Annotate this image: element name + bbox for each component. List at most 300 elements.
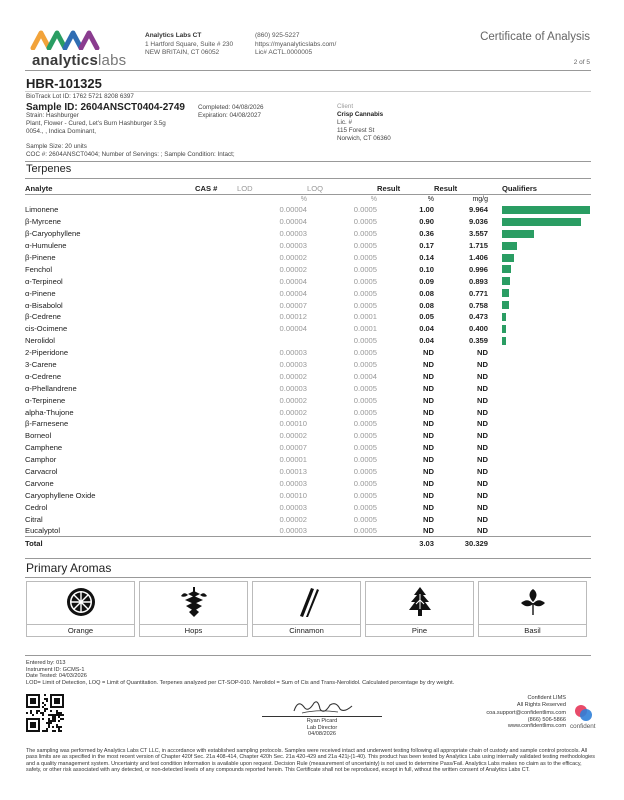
terpenes-divider bbox=[25, 178, 591, 179]
cas-number bbox=[195, 394, 237, 406]
aroma-label-cinnamon: Cinnamon bbox=[253, 624, 360, 636]
sample-id: Sample ID: 2604ANSCT0404-2749 bbox=[26, 102, 185, 113]
lod-value: 0.00002 bbox=[279, 371, 307, 381]
aroma-label-basil: Basil bbox=[479, 624, 586, 636]
footer-notes: LOD= Limit of Detection, LOQ = Limit of Quantitation. Terpenes analyzed per CT-SOP-010. Nerolidol = Sum of Cis and Trans-Nerolidol. Calculated percentage by dry weight. bbox=[26, 679, 455, 686]
aroma-card-orange bbox=[26, 581, 135, 637]
result-pct: 0.17 bbox=[419, 241, 434, 251]
hops-icon bbox=[178, 586, 210, 618]
entered-by: Entered by: 013 bbox=[26, 660, 66, 666]
table-row bbox=[25, 477, 591, 489]
result-mg: 0.473 bbox=[468, 312, 488, 322]
sign-date: 04/08/2026 bbox=[308, 731, 336, 737]
table-row bbox=[25, 252, 591, 264]
lod-value: 0.00003 bbox=[279, 360, 307, 370]
analyte-name: β-Cedrene bbox=[25, 312, 62, 322]
loq-value: 0.0005 bbox=[353, 288, 377, 298]
level-bar bbox=[502, 242, 517, 250]
lod-value: 0.00010 bbox=[279, 419, 307, 429]
lod-value: 0.00004 bbox=[279, 217, 307, 227]
cas-number bbox=[195, 370, 237, 382]
client-name: Crisp Cannabis bbox=[337, 111, 384, 118]
qualifier-cell bbox=[488, 287, 591, 299]
cinnamon-icon bbox=[291, 586, 323, 618]
table-row bbox=[25, 216, 591, 228]
result-mg: 9.036 bbox=[468, 217, 488, 227]
table-row bbox=[25, 454, 591, 466]
qr-code[interactable] bbox=[26, 694, 64, 732]
analyte-name: α-Humulene bbox=[25, 241, 67, 251]
table-row bbox=[25, 299, 591, 311]
aroma-label-pine: Pine bbox=[366, 624, 473, 636]
completed-date: Completed: 04/08/2026 bbox=[198, 104, 264, 111]
page-number: 2 of 5 bbox=[573, 59, 590, 66]
level-bar bbox=[502, 325, 506, 333]
qualifier-cell bbox=[488, 311, 591, 323]
total-pct: 3.03 bbox=[377, 537, 434, 549]
cas-number bbox=[195, 347, 237, 359]
cas-number bbox=[195, 311, 237, 323]
result-mg: ND bbox=[477, 407, 488, 417]
level-bar bbox=[502, 265, 511, 273]
qualifier-cell bbox=[488, 525, 591, 537]
loq-value: 0.0005 bbox=[353, 241, 377, 251]
cas-number bbox=[195, 263, 237, 275]
lod-value: 0.00007 bbox=[279, 300, 307, 310]
result-mg: ND bbox=[477, 360, 488, 370]
table-row bbox=[25, 382, 591, 394]
lod-value: 0.00004 bbox=[279, 324, 307, 334]
table-row bbox=[25, 394, 591, 406]
qualifier-cell bbox=[488, 240, 591, 252]
date-tested: Date Tested: 04/03/2026 bbox=[26, 673, 87, 679]
result-mg: 1.715 bbox=[468, 241, 488, 251]
cas-number bbox=[195, 287, 237, 299]
loq-value: 0.0005 bbox=[353, 205, 377, 215]
confident-logo-text: confident bbox=[570, 723, 596, 730]
cas-number bbox=[195, 513, 237, 525]
loq-value: 0.0005 bbox=[353, 395, 377, 405]
basil-icon bbox=[517, 586, 549, 618]
loq-value: 0.0005 bbox=[353, 253, 377, 262]
result-pct: 0.08 bbox=[419, 288, 434, 298]
qualifier-cell bbox=[488, 275, 591, 287]
table-row bbox=[25, 406, 591, 418]
units-row bbox=[25, 194, 591, 204]
qualifier-cell bbox=[488, 466, 591, 478]
result-mg: ND bbox=[477, 395, 488, 405]
analyte-name: Citral bbox=[25, 514, 43, 524]
logo-text bbox=[32, 52, 126, 69]
level-bar bbox=[502, 218, 581, 226]
table-row bbox=[25, 370, 591, 382]
qualifier-cell bbox=[488, 382, 591, 394]
lod-value: 0.00003 bbox=[279, 526, 307, 536]
analyte-name: Camphor bbox=[25, 455, 57, 465]
aroma-card-cinnamon bbox=[252, 581, 361, 637]
loq-value: 0.0005 bbox=[353, 407, 377, 417]
loq-value: 0.0005 bbox=[353, 467, 377, 477]
orange-icon bbox=[65, 586, 97, 618]
aroma-card-hops bbox=[139, 581, 248, 637]
level-bar bbox=[502, 230, 534, 238]
result-pct: ND bbox=[423, 478, 434, 488]
lod-value: 0.00003 bbox=[279, 348, 307, 358]
biotrack-id: BioTrack Lot ID: 1762 5721 8208 6397 bbox=[26, 93, 134, 100]
result-mg: 0.893 bbox=[468, 276, 488, 286]
lod-value bbox=[237, 335, 307, 347]
table-row bbox=[25, 311, 591, 323]
result-pct: ND bbox=[423, 407, 434, 417]
qualifier-cell bbox=[488, 477, 591, 489]
lod-value: 0.00012 bbox=[279, 312, 307, 322]
footer-divider bbox=[25, 655, 591, 656]
table-row bbox=[25, 335, 591, 347]
cas-number bbox=[195, 240, 237, 252]
lab-license: Lic# ACTL.0000005 bbox=[255, 49, 313, 56]
level-bar bbox=[502, 277, 510, 285]
col-result-mg: Result bbox=[434, 183, 488, 194]
loq-value: 0.0005 bbox=[353, 264, 377, 274]
cas-number bbox=[195, 299, 237, 311]
col-qualifiers: Qualifiers bbox=[488, 183, 591, 194]
aroma-label-orange: Orange bbox=[27, 624, 134, 636]
result-pct: ND bbox=[423, 526, 434, 536]
result-pct: ND bbox=[423, 490, 434, 500]
qualifier-cell bbox=[488, 370, 591, 382]
signature-icon bbox=[288, 697, 358, 717]
analyte-name: β-Farnesene bbox=[25, 419, 69, 429]
result-pct: ND bbox=[423, 419, 434, 429]
unit-result-pct: % bbox=[427, 195, 434, 203]
result-pct: 0.09 bbox=[419, 276, 434, 286]
result-mg: ND bbox=[477, 455, 488, 465]
level-bar bbox=[502, 301, 509, 309]
result-mg: ND bbox=[477, 348, 488, 358]
qualifier-cell bbox=[488, 359, 591, 371]
analyte-name: Nerolidol bbox=[25, 336, 55, 346]
loq-value: 0.0005 bbox=[353, 490, 377, 500]
lod-value: 0.00004 bbox=[279, 205, 307, 215]
result-pct: ND bbox=[423, 360, 434, 370]
analyte-name: α-Cedrene bbox=[25, 371, 62, 381]
cas-number bbox=[195, 525, 237, 537]
qualifier-cell bbox=[488, 489, 591, 501]
result-mg: ND bbox=[477, 514, 488, 524]
table-row bbox=[25, 501, 591, 513]
aroma-card-basil bbox=[478, 581, 587, 637]
result-mg: ND bbox=[477, 467, 488, 477]
qualifier-cell bbox=[488, 347, 591, 359]
analyte-name: α-Bisabolol bbox=[25, 300, 63, 310]
unit-result-mg: mg/g bbox=[472, 195, 488, 203]
result-pct: 0.05 bbox=[419, 312, 434, 322]
result-mg: ND bbox=[477, 383, 488, 393]
level-bar bbox=[502, 206, 590, 214]
loq-value: 0.0005 bbox=[353, 348, 377, 358]
lab-address bbox=[145, 32, 233, 58]
table-row bbox=[25, 323, 591, 335]
analyte-name: 2-Piperidone bbox=[25, 348, 69, 358]
lod-value: 0.00007 bbox=[279, 443, 307, 453]
lod-value: 0.00003 bbox=[279, 241, 307, 251]
lod-value: 0.00003 bbox=[279, 502, 307, 512]
qualifier-cell bbox=[488, 204, 591, 216]
table-row bbox=[25, 347, 591, 359]
qualifier-cell bbox=[488, 442, 591, 454]
loq-value: 0.0005 bbox=[353, 431, 377, 441]
table-row bbox=[25, 466, 591, 478]
lod-value: 0.00003 bbox=[279, 383, 307, 393]
lod-value: 0.00003 bbox=[279, 229, 307, 239]
level-bar bbox=[502, 289, 509, 297]
lod-value: 0.00002 bbox=[279, 395, 307, 405]
strain: Strain: Hashburger bbox=[26, 112, 79, 119]
total-label: Total bbox=[25, 537, 195, 549]
result-mg: ND bbox=[477, 431, 488, 441]
analyte-name: Limonene bbox=[25, 205, 59, 215]
loq-value: 0.0005 bbox=[353, 455, 377, 465]
level-bar bbox=[502, 313, 506, 321]
qualifier-cell bbox=[488, 394, 591, 406]
table-row bbox=[25, 240, 591, 252]
col-lod: LOD bbox=[237, 183, 307, 194]
result-mg: 0.359 bbox=[468, 336, 488, 346]
table-row bbox=[25, 359, 591, 371]
col-result-pct: Result bbox=[377, 183, 434, 194]
result-pct: ND bbox=[423, 348, 434, 358]
instrument-id: Instrument ID: GCMS-1 bbox=[26, 666, 85, 673]
lod-value: 0.00013 bbox=[279, 467, 307, 477]
product-description: Plant, Flower - Cured, Let's Burn Hashburger 3.5g bbox=[26, 120, 166, 127]
analyte-name: β-Myrcene bbox=[25, 217, 62, 227]
code-divider bbox=[25, 91, 591, 92]
qualifier-cell bbox=[488, 216, 591, 228]
analyte-name: α-Terpineol bbox=[25, 276, 63, 286]
table-row bbox=[25, 442, 591, 454]
result-mg: ND bbox=[477, 478, 488, 488]
qualifier-cell bbox=[488, 323, 591, 335]
terpenes-table bbox=[25, 183, 591, 549]
signature-line bbox=[262, 716, 382, 717]
col-cas: CAS # bbox=[195, 183, 237, 194]
loq-value: 0.0005 bbox=[353, 443, 377, 453]
total-row bbox=[25, 537, 591, 549]
result-pct: ND bbox=[423, 467, 434, 477]
header-divider bbox=[25, 70, 591, 71]
loq-value: 0.0005 bbox=[353, 300, 377, 310]
cas-number bbox=[195, 204, 237, 216]
result-mg: 9.964 bbox=[468, 205, 488, 215]
result-pct: ND bbox=[423, 383, 434, 393]
confident-logo-icon bbox=[572, 703, 594, 725]
qr-code-icon bbox=[26, 694, 64, 732]
cas-number bbox=[195, 275, 237, 287]
loq-value: 0.0005 bbox=[353, 217, 377, 227]
table-row bbox=[25, 275, 591, 287]
lod-value: 0.00010 bbox=[279, 490, 307, 500]
result-pct: 0.14 bbox=[419, 253, 434, 262]
aromas-title: Primary Aromas bbox=[26, 561, 112, 575]
lab-address-line2: NEW BRITAIN, CT 06052 bbox=[145, 49, 220, 56]
table-row bbox=[25, 263, 591, 275]
table-row bbox=[25, 418, 591, 430]
table-row bbox=[25, 430, 591, 442]
lab-phone: (860) 925-5227 bbox=[255, 32, 300, 39]
result-pct: ND bbox=[423, 431, 434, 441]
product-description-2: 0054., , Indica Dominant, bbox=[26, 128, 97, 135]
result-mg: 0.758 bbox=[468, 300, 488, 310]
analyte-name: Borneol bbox=[25, 431, 52, 441]
loq-value: 0.0001 bbox=[353, 312, 377, 322]
result-mg: 0.400 bbox=[468, 324, 488, 334]
cas-number bbox=[195, 406, 237, 418]
aromas-divider bbox=[25, 577, 591, 578]
table-row bbox=[25, 525, 591, 537]
analyte-name: Camphene bbox=[25, 443, 63, 453]
table-row bbox=[25, 513, 591, 525]
loq-value: 0.0004 bbox=[353, 371, 377, 381]
lod-value: 0.00002 bbox=[279, 264, 307, 274]
coc-info: COC #: 2604ANSCT0404; Number of Servings: ; Sample Condition: Intact; bbox=[26, 151, 235, 158]
result-mg: 3.557 bbox=[468, 229, 488, 239]
loq-value: 0.0005 bbox=[353, 383, 377, 393]
analyte-name: Fenchol bbox=[25, 264, 53, 274]
result-pct: 0.90 bbox=[419, 217, 434, 227]
analyte-name: Caryophyllene Oxide bbox=[25, 490, 96, 500]
qualifier-cell bbox=[488, 454, 591, 466]
total-mg: 30.329 bbox=[434, 537, 488, 549]
level-bar bbox=[502, 337, 506, 345]
result-mg: 1.406 bbox=[468, 253, 488, 262]
cas-number bbox=[195, 335, 237, 347]
logo-text-main: analytics bbox=[32, 52, 99, 69]
signer-name: Ryan Picard bbox=[306, 718, 338, 724]
client-address2: Norwich, CT 06360 bbox=[337, 135, 391, 142]
table-row bbox=[25, 204, 591, 216]
result-pct: 1.00 bbox=[419, 205, 434, 215]
lims-phone: (866) 506-5866 bbox=[527, 716, 566, 723]
analyte-name: α-Terpinene bbox=[25, 395, 66, 405]
result-pct: 0.10 bbox=[419, 264, 434, 274]
cas-number bbox=[195, 228, 237, 240]
qualifier-cell bbox=[488, 228, 591, 240]
analyte-name: Carvone bbox=[25, 478, 54, 488]
cas-number bbox=[195, 323, 237, 335]
pine-icon bbox=[404, 586, 436, 618]
logo-mark-icon bbox=[30, 28, 110, 50]
cas-number bbox=[195, 454, 237, 466]
result-pct: ND bbox=[423, 443, 434, 453]
qualifier-cell bbox=[488, 406, 591, 418]
lab-address-line1: 1 Hartford Square, Suite # 230 bbox=[145, 40, 234, 48]
lod-value: 0.00004 bbox=[279, 288, 307, 298]
aroma-label-hops: Hops bbox=[140, 624, 247, 636]
cas-number bbox=[195, 216, 237, 228]
logo-text-light: labs bbox=[98, 52, 127, 69]
lod-value: 0.00002 bbox=[279, 253, 307, 262]
analyte-name: α-Phellandrene bbox=[25, 383, 77, 393]
table-row bbox=[25, 287, 591, 299]
result-mg: 0.996 bbox=[468, 264, 488, 274]
result-mg: 0.771 bbox=[468, 288, 488, 298]
result-pct: 0.08 bbox=[419, 300, 434, 310]
loq-value: 0.0005 bbox=[353, 229, 377, 239]
loq-value: 0.0005 bbox=[353, 526, 377, 536]
info-divider bbox=[25, 161, 591, 162]
result-mg: ND bbox=[477, 502, 488, 512]
sample-code: HBR-101325 bbox=[26, 76, 102, 91]
result-pct: ND bbox=[423, 514, 434, 524]
lod-value: 0.00002 bbox=[279, 407, 307, 417]
analyte-name: α-Pinene bbox=[25, 288, 56, 298]
qualifier-cell bbox=[488, 335, 591, 347]
result-pct: 0.36 bbox=[419, 229, 434, 239]
lod-value: 0.00002 bbox=[279, 431, 307, 441]
result-mg: ND bbox=[477, 371, 488, 381]
unit-loq: % bbox=[370, 195, 377, 203]
cas-number bbox=[195, 442, 237, 454]
qualifier-cell bbox=[488, 418, 591, 430]
qualifier-cell bbox=[488, 513, 591, 525]
result-mg: ND bbox=[477, 490, 488, 500]
lims-name: Confident LIMS bbox=[527, 695, 566, 701]
analyte-name: Cedrol bbox=[25, 502, 48, 512]
analyte-name: Carvacrol bbox=[25, 467, 58, 477]
lod-value: 0.00002 bbox=[279, 514, 307, 524]
disclaimer: The sampling was performed by Analytics Labs CT LLC, in accordance with established sampling protocols. Samples were received intact and underwent testing following all appropriate chain of custody and sample control protocols. All pass limits are as specified in the most recent version of Chapter 420f Sec. 21a 408-414, Chapter 420h Sec. 21a 420-429 and 21a 421j-(1-40). This product has been tested by Analytics Labs using internally validated testing methodologies and a quality management system. Uncertainty and test condition information is available upon request. Decision Rule (measurement of uncertainty) is not used to determine Pass/Fail. Analytics Labs makes no claim as to the efficacy, safety, or other risk associated with any detected, or non-detected levels of any compounds reported herein. This Certificate shall not be reproduced, except in full, without the written consent of Analytics Labs CT. bbox=[26, 748, 595, 774]
table-header-row bbox=[25, 183, 591, 194]
col-loq: LOQ bbox=[307, 183, 377, 194]
loq-value: 0.0005 bbox=[353, 276, 377, 286]
analyte-name: Eucalyptol bbox=[25, 526, 61, 536]
lab-website-link[interactable]: https://myanalyticslabs.com/ bbox=[255, 40, 337, 48]
loq-value: 0.0005 bbox=[353, 478, 377, 488]
lab-contact bbox=[255, 32, 336, 58]
aromas-divider-top bbox=[25, 558, 591, 559]
qualifier-cell bbox=[488, 501, 591, 513]
level-bar bbox=[502, 254, 514, 262]
cas-number bbox=[195, 466, 237, 478]
cas-number bbox=[195, 418, 237, 430]
result-pct: ND bbox=[423, 371, 434, 381]
analyte-name: β-Pinene bbox=[25, 253, 56, 262]
client-license: Lic. # bbox=[337, 119, 353, 126]
analyte-name: 3-Carene bbox=[25, 360, 57, 370]
qualifier-cell bbox=[488, 263, 591, 275]
cas-number bbox=[195, 501, 237, 513]
table-row bbox=[25, 489, 591, 501]
loq-value: 0.0005 bbox=[353, 514, 377, 524]
result-pct: 0.04 bbox=[419, 324, 434, 334]
lims-rights: All Rights Reserved bbox=[516, 701, 566, 708]
analyte-name: cis-Ocimene bbox=[25, 324, 68, 334]
col-analyte: Analyte bbox=[25, 183, 195, 194]
lod-value: 0.00003 bbox=[279, 478, 307, 488]
analyte-name: β-Caryophyllene bbox=[25, 229, 81, 239]
cas-number bbox=[195, 382, 237, 394]
loq-value: 0.0001 bbox=[353, 324, 377, 334]
loq-value: 0.0005 bbox=[353, 502, 377, 512]
lims-email[interactable]: coa.support@confidentlims.com bbox=[486, 710, 566, 716]
qualifier-cell bbox=[488, 252, 591, 264]
cas-number bbox=[195, 477, 237, 489]
qualifier-cell bbox=[488, 430, 591, 442]
lims-web[interactable]: www.confidentlims.com bbox=[507, 723, 566, 729]
loq-value: 0.0005 bbox=[353, 336, 377, 346]
confident-logo bbox=[572, 703, 594, 725]
cas-number bbox=[195, 359, 237, 371]
